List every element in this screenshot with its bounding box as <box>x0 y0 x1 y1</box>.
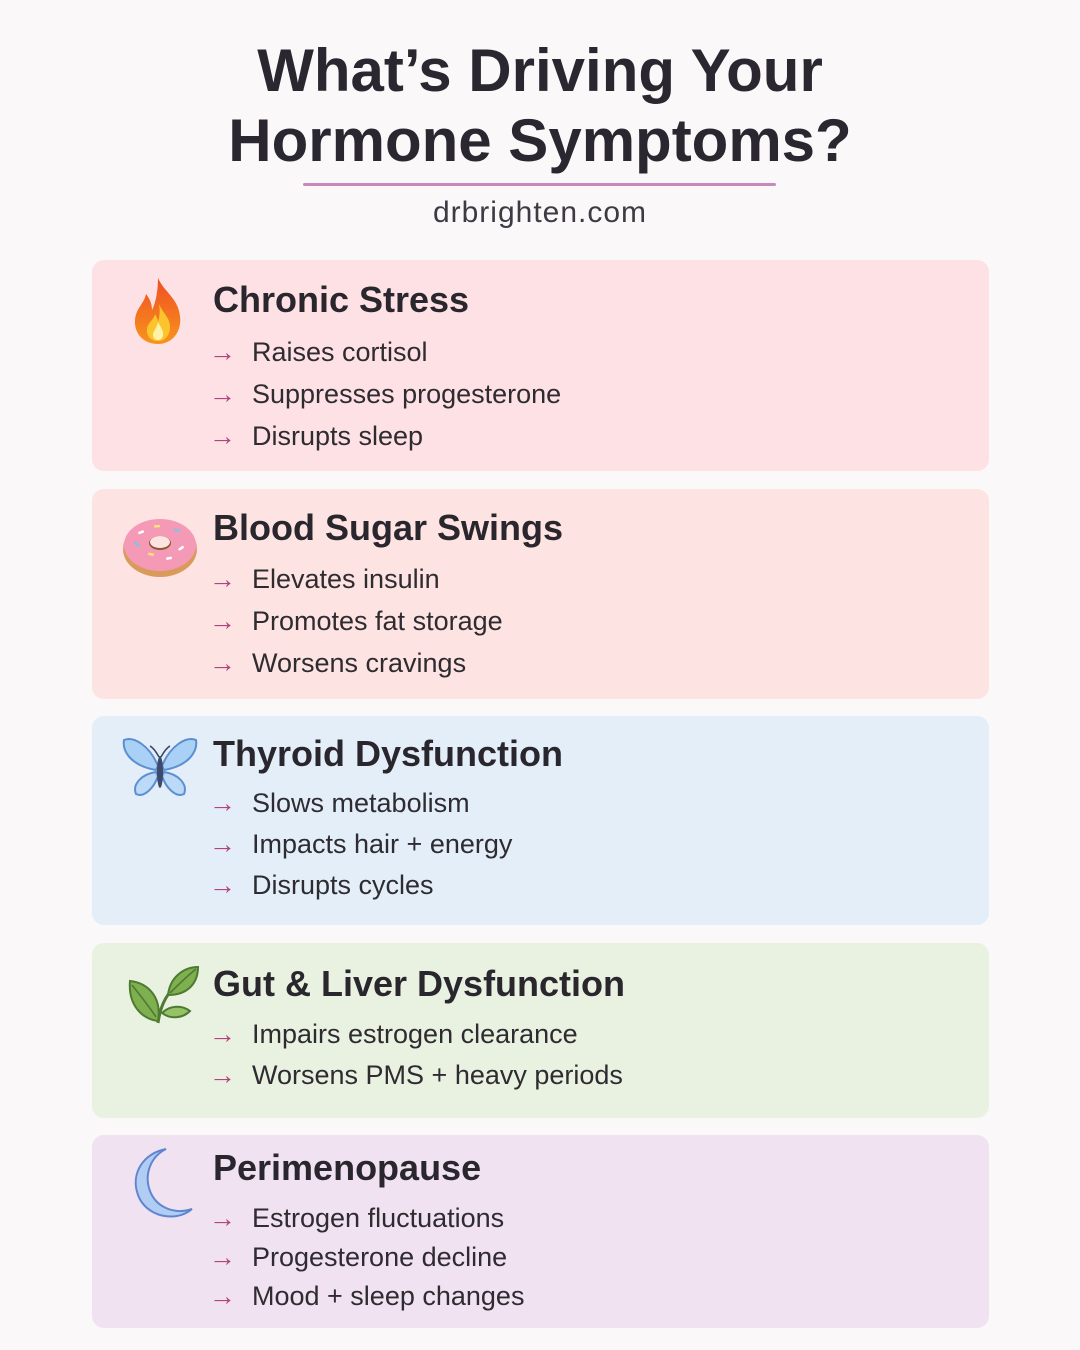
card-gut-liver-dysfunction <box>92 943 989 1118</box>
leaf-icon <box>124 961 204 1041</box>
arrow-right-icon: → <box>209 420 236 451</box>
card-title: Blood Sugar Swings <box>213 507 564 548</box>
card-title: Thyroid Dysfunction <box>213 733 563 774</box>
list-item: → Disrupts sleep <box>209 420 424 451</box>
arrow-right-icon: → <box>209 1060 236 1090</box>
card-blood-sugar-swings <box>92 489 989 699</box>
card-title: Gut & Liver Dysfunction <box>213 963 626 1004</box>
fire-icon <box>118 274 198 354</box>
website-link[interactable]: drbrighten.com <box>432 196 648 229</box>
title-divider <box>303 183 776 186</box>
title-line-1: What’s Driving Your <box>257 37 823 104</box>
page-title <box>0 36 1080 176</box>
list-item: → Worsens cravings <box>209 647 467 678</box>
arrow-right-icon: → <box>209 605 236 636</box>
butterfly-icon <box>120 730 200 810</box>
list-item: → Elevates insulin <box>209 563 440 594</box>
list-item: → Slows metabolism <box>209 788 470 818</box>
arrow-right-icon: → <box>209 870 236 900</box>
arrow-right-icon: → <box>209 563 236 594</box>
card-item-list <box>209 558 503 684</box>
title-line-2: Hormone Symptoms? <box>228 107 852 174</box>
arrow-right-icon: → <box>209 1281 236 1311</box>
arrow-right-icon: → <box>209 788 236 818</box>
list-item: → Impairs estrogen clearance <box>209 1019 578 1049</box>
arrow-right-icon: → <box>209 1242 236 1272</box>
arrow-right-icon: → <box>209 378 236 409</box>
arrow-right-icon: → <box>209 1019 236 1049</box>
crescent-moon-icon <box>130 1145 210 1225</box>
arrow-right-icon: → <box>209 829 236 859</box>
list-item: → Raises cortisol <box>209 336 428 367</box>
card-thyroid-dysfunction <box>92 716 989 925</box>
arrow-right-icon: → <box>209 1203 236 1233</box>
card-item-list <box>209 331 561 457</box>
arrow-right-icon: → <box>209 336 236 367</box>
card-title: Chronic Stress <box>213 279 470 320</box>
list-item: → Impacts hair + energy <box>209 829 513 859</box>
list-item: → Disrupts cycles <box>209 870 434 900</box>
arrow-right-icon: → <box>209 647 236 678</box>
list-item: → Mood + sleep changes <box>209 1281 525 1311</box>
list-item: → Progesterone decline <box>209 1242 508 1272</box>
list-item: → Estrogen fluctuations <box>209 1203 505 1233</box>
card-title: Perimenopause <box>213 1147 482 1188</box>
list-item: → Promotes fat storage <box>209 605 503 636</box>
card-item-list <box>209 1014 623 1096</box>
list-item: → Worsens PMS + heavy periods <box>209 1060 623 1090</box>
donut-icon <box>120 505 200 585</box>
card-perimenopause <box>92 1135 989 1328</box>
card-item-list <box>209 783 512 906</box>
card-item-list <box>209 1199 524 1316</box>
list-item: → Suppresses progesterone <box>209 378 562 409</box>
card-chronic-stress <box>92 260 989 471</box>
